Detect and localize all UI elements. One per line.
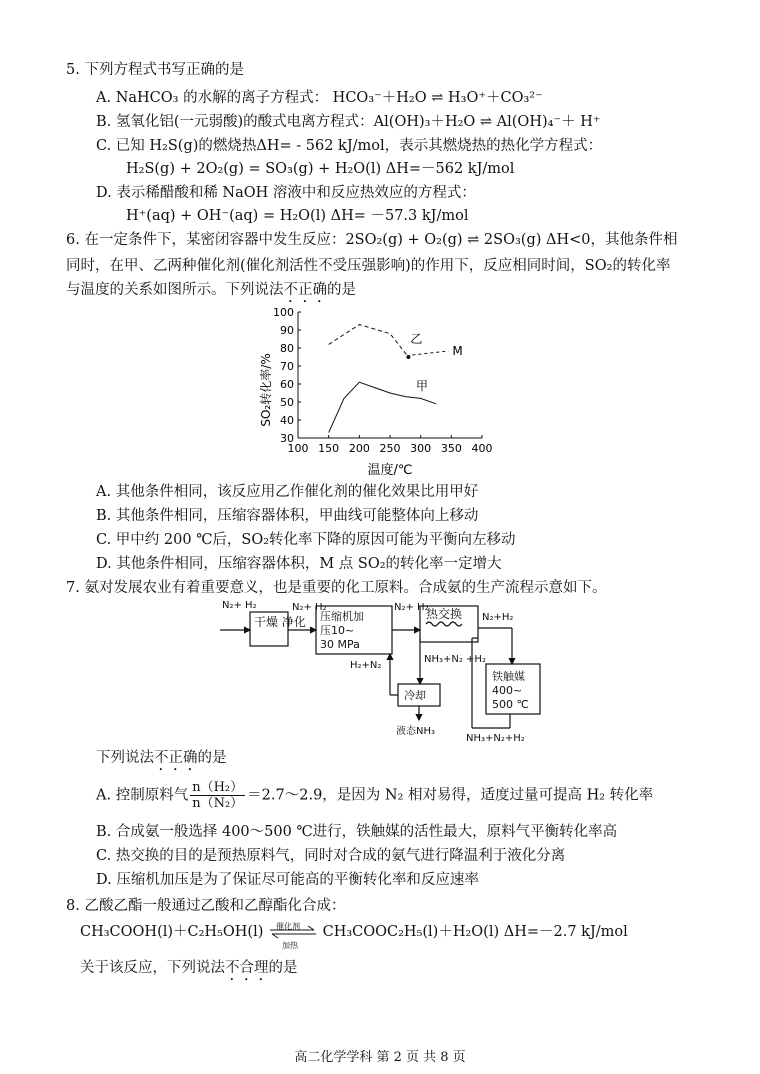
x-tick-label: 400	[471, 442, 493, 455]
compressor-label-3: 30 MPa	[320, 638, 360, 651]
q7-option-d: D. 压缩机加压是为了保证尽可能高的平衡转化率和反应速率	[96, 872, 479, 888]
q7-substem-text: 下列说法	[96, 750, 154, 766]
point-m-label: M	[452, 344, 463, 358]
q7-substem-end: 的是	[197, 750, 227, 766]
q8-equation	[80, 922, 628, 950]
q8-equation-right: CH₃COOC₂H₅(l)＋H₂O(l) ΔH=－2.7 kJ/mol	[322, 924, 628, 940]
arrow-heat-label: 加热	[281, 941, 298, 950]
point-m-marker	[406, 355, 410, 359]
q5-option-d: D. 表示稀醋酸和稀 NaOH 溶液中和反应热效应的方程式：	[96, 185, 476, 201]
flow-mixture-label: NH₃+N₂ +H₂	[424, 654, 486, 665]
x-tick-label: 150	[318, 442, 340, 455]
series-line-1	[329, 325, 409, 357]
q8-equation-left: CH₃COOH(l)＋C₂H₅OH(l)	[80, 924, 264, 940]
q7-substem	[96, 748, 227, 774]
q7-option-a	[96, 780, 653, 811]
x-tick-label: 300	[410, 442, 432, 455]
conversion-temperature-chart	[250, 300, 493, 480]
q7-option-a-rest: ＝2.7～2.9，是因为 N₂ 相对易得，适度过量可提高 H₂ 转化率	[247, 787, 654, 804]
q6-emphasis: 不正确	[283, 282, 327, 298]
y-tick-label: 50	[280, 396, 294, 409]
y-tick-label: 40	[280, 414, 294, 427]
q6-option-c: C. 甲中约 200 ℃后，SO₂转化率下降的原因可能为平衡向左移动	[96, 532, 516, 548]
flow-recycle-label: H₂+N₂	[350, 660, 382, 671]
q6-stem-line3-text: 与温度的关系如图所示。下列说法	[66, 282, 284, 298]
series-label-1: 乙	[410, 332, 423, 346]
y-tick-label: 70	[280, 360, 294, 373]
q8-substem-text: 关于该反应，下列说法	[80, 960, 225, 976]
q7-option-b: B. 合成氨一般选择 400～500 ℃进行，铁触媒的活性最大，原料气平衡转化率高	[96, 824, 618, 840]
y-tick-label: 80	[280, 342, 294, 355]
compressor-label-2: 压10~	[320, 624, 355, 637]
ratio-fraction	[190, 780, 245, 811]
q5-option-a: A. NaHCO₃ 的水解的离子方程式： HCO₃⁻＋H₂O ⇌ H₃O⁺＋CO₃²⁻	[96, 90, 543, 106]
q8-substem	[80, 958, 298, 984]
liquid-ammonia-label: 液态NH₃	[396, 726, 436, 737]
q5-stem: 5. 下列方程式书写正确的是	[66, 62, 244, 78]
flow-mid2-label: N₂+ H₂	[394, 602, 429, 613]
flow-mid1-label: N₂+ H₂	[292, 602, 327, 613]
point-m-leader	[412, 351, 448, 355]
flow-mid3-label: N₂+H₂	[482, 612, 514, 623]
q6-option-b: B. 其他条件相同，压缩容器体积，甲曲线可能整体向上移动	[96, 508, 479, 524]
page-footer: 高二化学学科 第 2 页 共 8 页	[294, 1050, 466, 1065]
y-tick-label: 60	[280, 378, 294, 391]
q6-option-a: A. 其他条件相同，该反应用乙作催化剂的催化效果比用甲好	[96, 484, 479, 500]
q6-stem-line3-end: 的是	[327, 282, 356, 298]
arrow-catalyst-label: 催化剂	[275, 922, 300, 931]
y-tick-label: 30	[280, 432, 294, 445]
catalyst-label-3: 500 ℃	[492, 698, 529, 711]
heat-exchanger-label: 热交换	[426, 607, 463, 621]
cooling-label: 冷却	[404, 689, 426, 702]
fraction-denominator: n（N₂）	[192, 796, 244, 811]
q6-option-d: D. 其他条件相同，压缩容器体积，M 点 SO₂的转化率一定增大	[96, 556, 502, 572]
q8-substem-end: 的是	[268, 960, 298, 976]
chart-ticks	[273, 306, 493, 455]
q7-stem: 7. 氨对发展农业有着重要意义，也是重要的化工原料。合成氨的生产流程示意如下。	[66, 580, 607, 596]
x-tick-label: 250	[379, 442, 401, 455]
x-tick-label: 200	[348, 442, 370, 455]
q6-stem-line1: 6. 在一定条件下，某密闭容器中发生反应：2SO₂(g) + O₂(g) ⇌ 2SO₃(g) ΔH<0，其他条件相	[66, 232, 678, 248]
q7-option-c: C. 热交换的目的是预热原料气，同时对合成的氨气进行降温利于液化分离	[96, 848, 566, 864]
y-tick-label: 100	[273, 306, 294, 319]
catalyst-label-1: 铁触媒	[492, 670, 525, 683]
catalyst-label-2: 400~	[492, 684, 523, 697]
q5-option-c-equation: H₂S(g) + 2O₂(g) = SO₃(g) + H₂O(l) ΔH=－562 kJ/mol	[126, 161, 515, 177]
flow-input-label: N₂+ H₂	[222, 600, 257, 611]
chart-y-axis-label: SO₂转化率/%	[259, 353, 273, 427]
compressor-label-1: 压缩机加	[320, 610, 364, 623]
q5-option-d-equation: H⁺(aq) + OH⁻(aq) = H₂O(l) ΔH= －57.3 kJ/mol	[126, 208, 469, 224]
dry-purify-label: 干燥 净化	[254, 615, 306, 629]
q7-option-a-text: A. 控制原料气	[96, 787, 189, 804]
ammonia-flow-diagram	[210, 598, 570, 744]
chart-axes	[298, 312, 482, 438]
q8-stem: 8. 乙酸乙酯一般通过乙酸和乙醇酯化合成：	[66, 898, 346, 914]
series-label-2: 甲	[416, 378, 429, 393]
q7-emphasis: 不正确	[154, 750, 198, 766]
reaction-arrow	[268, 922, 318, 950]
chart-x-axis-label: 温度/℃	[367, 463, 413, 478]
x-tick-label: 100	[287, 442, 309, 455]
x-tick-label: 350	[440, 442, 462, 455]
q8-emphasis: 不合理	[225, 960, 269, 976]
fraction-numerator: n（H₂）	[190, 780, 245, 796]
chart-series	[329, 325, 463, 433]
q6-stem-line2: 同时，在甲、乙两种催化剂(催化剂活性不受压强影响)的作用下，反应相同时间，SO₂的转化率	[66, 258, 671, 274]
y-tick-label: 90	[280, 324, 294, 337]
q5-option-c: C. 已知 H₂S(g)的燃烧热ΔH= - 562 kJ/mol，表示其燃烧热的热化学方程式：	[96, 138, 603, 154]
flow-output-label: NH₃+N₂+H₂	[466, 733, 525, 744]
q5-option-b: B. 氢氧化铝(一元弱酸)的酸式电离方程式：Al(OH)₃＋H₂O ⇌ Al(OH)₄⁻＋ H⁺	[96, 114, 601, 130]
